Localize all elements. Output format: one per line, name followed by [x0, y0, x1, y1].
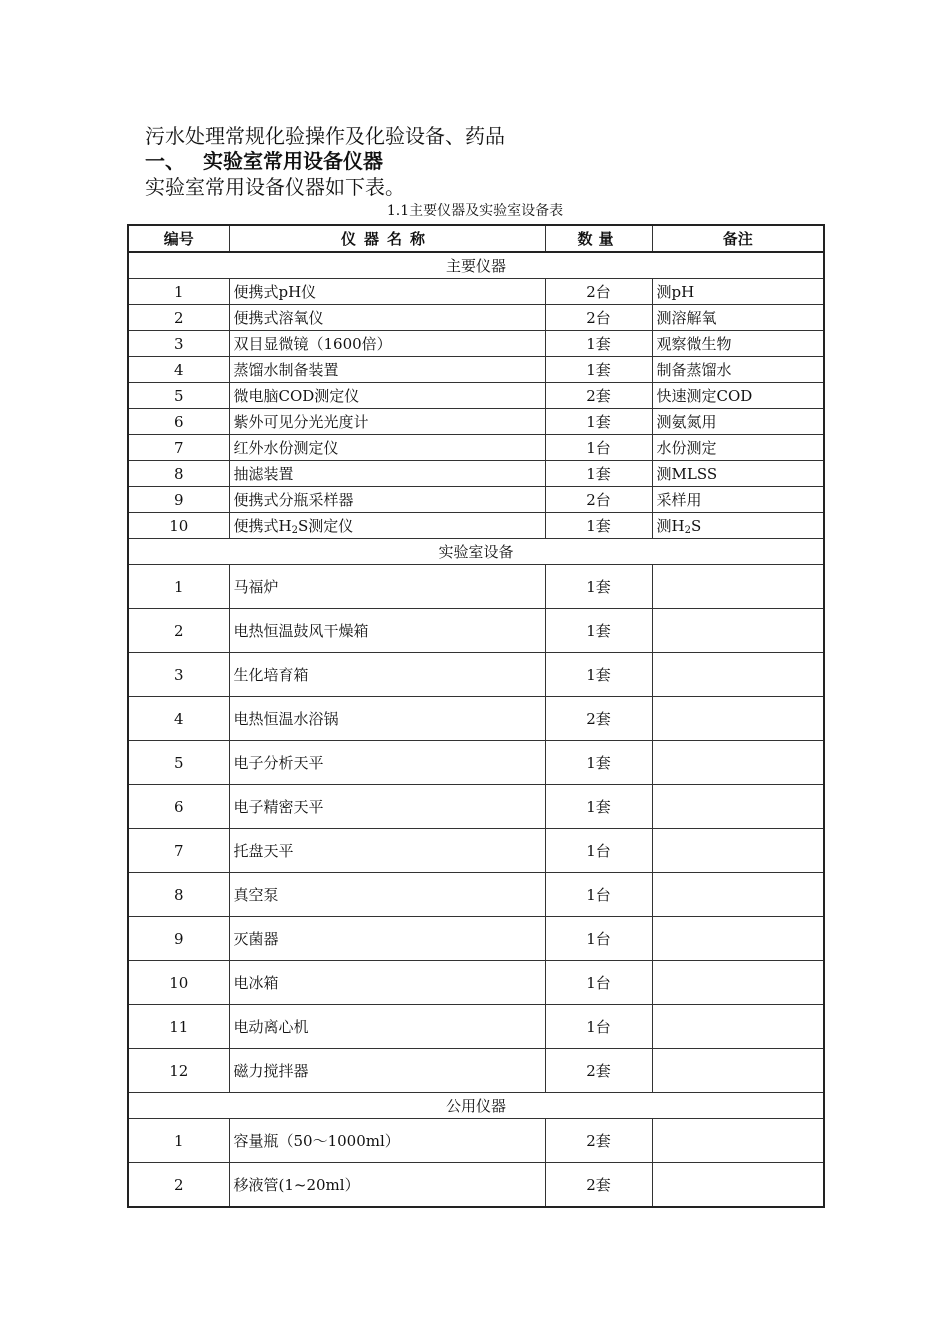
table-row: [128, 383, 824, 409]
cell-qty: 2套: [545, 697, 652, 741]
header-qty-text: 数量: [577, 230, 620, 248]
cell-qty: 1台: [545, 829, 652, 873]
cell-no: 8: [128, 873, 229, 917]
cell-note: [652, 741, 824, 785]
cell-no: 2: [128, 305, 229, 331]
cell-no: 11: [128, 1005, 229, 1049]
cell-qty: 1套: [545, 741, 652, 785]
cell-note: 测溶解氧: [652, 305, 824, 331]
cell-name: 红外水份测定仪: [229, 435, 545, 461]
cell-qty: 2套: [545, 1163, 652, 1208]
cell-note: [652, 609, 824, 653]
cell-no: 10: [128, 513, 229, 539]
cell-no: 1: [128, 1119, 229, 1163]
section-number: 一、: [145, 149, 185, 173]
cell-qty: 1套: [545, 785, 652, 829]
cell-qty: 2台: [545, 487, 652, 513]
cell-qty: 1台: [545, 873, 652, 917]
cell-note: [652, 1163, 824, 1208]
table-row: [128, 1163, 824, 1208]
cell-note: [652, 873, 824, 917]
table-row: [128, 487, 824, 513]
cell-note: 观察微生物: [652, 331, 824, 357]
cell-name: 托盘天平: [229, 829, 545, 873]
cell-no: 8: [128, 461, 229, 487]
table-row: [128, 741, 824, 785]
table-caption: 1.1主要仪器及实验室设备表: [386, 203, 564, 219]
table-header-row: [128, 225, 824, 252]
cell-note: [652, 961, 824, 1005]
cell-name: 灭菌器: [229, 917, 545, 961]
subscript: 2: [291, 525, 298, 536]
cell-note: [652, 1119, 824, 1163]
cell-name: 便携式溶氧仪: [229, 305, 545, 331]
header-qty: [545, 225, 652, 252]
cell-qty: 1台: [545, 961, 652, 1005]
table-row: [128, 461, 824, 487]
cell-note: [652, 513, 824, 539]
cell-no: 2: [128, 1163, 229, 1208]
table-row: [128, 331, 824, 357]
intro-paragraph: 实验室常用设备仪器如下表。: [145, 175, 405, 199]
cell-no: 5: [128, 741, 229, 785]
table-row: [128, 565, 824, 609]
table-row: [128, 653, 824, 697]
table-row: [128, 435, 824, 461]
cell-qty: 1套: [545, 565, 652, 609]
section-row: [128, 252, 824, 279]
cell-name: 真空泵: [229, 873, 545, 917]
cell-qty: 1套: [545, 331, 652, 357]
cell-note: 快速测定COD: [652, 383, 824, 409]
cell-note: [652, 1005, 824, 1049]
cell-note: 制备蒸馏水: [652, 357, 824, 383]
table-row: [128, 961, 824, 1005]
cell-note: 采样用: [652, 487, 824, 513]
name-text: S测定仪: [297, 517, 354, 535]
section-row: [128, 1093, 824, 1119]
cell-note: [652, 653, 824, 697]
table-row: [128, 873, 824, 917]
table-row: [128, 1005, 824, 1049]
section-title-cell: 主要仪器: [128, 252, 824, 279]
cell-name: 紫外可见分光光度计: [229, 409, 545, 435]
table-row: [128, 1049, 824, 1093]
cell-no: 5: [128, 383, 229, 409]
cell-qty: 2套: [545, 383, 652, 409]
cell-name: 双目显微镜（1600倍）: [229, 331, 545, 357]
cell-name: 电动离心机: [229, 1005, 545, 1049]
table-row: [128, 609, 824, 653]
cell-note: 测MLSS: [652, 461, 824, 487]
section-title-cell: 公用仪器: [128, 1093, 824, 1119]
cell-name: 马福炉: [229, 565, 545, 609]
cell-qty: 1套: [545, 609, 652, 653]
cell-qty: 2套: [545, 1049, 652, 1093]
cell-name: 抽滤装置: [229, 461, 545, 487]
table-row: [128, 279, 824, 305]
cell-no: 4: [128, 357, 229, 383]
cell-name: 微电脑COD测定仪: [229, 383, 545, 409]
cell-qty: 2套: [545, 1119, 652, 1163]
cell-name: 便携式pH仪: [229, 279, 545, 305]
cell-name: 便携式分瓶采样器: [229, 487, 545, 513]
section-row: [128, 539, 824, 565]
cell-note: [652, 829, 824, 873]
table-row: [128, 357, 824, 383]
subscript: 2: [684, 525, 691, 536]
cell-no: 3: [128, 653, 229, 697]
cell-no: 4: [128, 697, 229, 741]
table-row: [128, 829, 824, 873]
cell-note: [652, 917, 824, 961]
note-text: S: [690, 517, 702, 535]
cell-note: [652, 1049, 824, 1093]
cell-no: 6: [128, 785, 229, 829]
cell-qty: 1台: [545, 1005, 652, 1049]
cell-qty: 1套: [545, 357, 652, 383]
equipment-table: [127, 224, 825, 1208]
table-row: [128, 785, 824, 829]
cell-name: 电热恒温水浴锅: [229, 697, 545, 741]
header-name: [229, 225, 545, 252]
header-no: 编号: [128, 225, 229, 252]
cell-name: 电子精密天平: [229, 785, 545, 829]
cell-name: 电热恒温鼓风干燥箱: [229, 609, 545, 653]
header-note: 备注: [652, 225, 824, 252]
cell-qty: 2台: [545, 279, 652, 305]
cell-no: 1: [128, 279, 229, 305]
cell-qty: 2台: [545, 305, 652, 331]
table-row: [128, 305, 824, 331]
cell-name: 电冰箱: [229, 961, 545, 1005]
cell-no: 10: [128, 961, 229, 1005]
section-heading: [145, 149, 383, 173]
cell-note: 测氨氮用: [652, 409, 824, 435]
cell-no: 7: [128, 435, 229, 461]
cell-qty: 1套: [545, 513, 652, 539]
cell-note: [652, 565, 824, 609]
name-text: 便携式H: [233, 517, 292, 535]
cell-qty: 1台: [545, 917, 652, 961]
cell-qty: 1套: [545, 461, 652, 487]
table-row: [128, 409, 824, 435]
cell-no: 7: [128, 829, 229, 873]
cell-note: 测pH: [652, 279, 824, 305]
cell-name: 生化培育箱: [229, 653, 545, 697]
table-row: [128, 917, 824, 961]
section-title-cell: 实验室设备: [128, 539, 824, 565]
cell-name: 磁力搅拌器: [229, 1049, 545, 1093]
cell-no: 12: [128, 1049, 229, 1093]
table-row: [128, 513, 824, 539]
cell-no: 2: [128, 609, 229, 653]
cell-name: [229, 513, 545, 539]
cell-note: 水份测定: [652, 435, 824, 461]
cell-name: 移液管(1~20ml）: [229, 1163, 545, 1208]
cell-no: 9: [128, 487, 229, 513]
cell-qty: 1套: [545, 409, 652, 435]
cell-no: 6: [128, 409, 229, 435]
cell-qty: 1套: [545, 653, 652, 697]
cell-no: 9: [128, 917, 229, 961]
cell-no: 1: [128, 565, 229, 609]
cell-note: [652, 785, 824, 829]
cell-note: [652, 697, 824, 741]
cell-qty: 1台: [545, 435, 652, 461]
document-title: 污水处理常规化验操作及化验设备、药品: [145, 124, 505, 148]
cell-name: 电子分析天平: [229, 741, 545, 785]
table-row: [128, 697, 824, 741]
note-text: 测H: [656, 517, 685, 535]
header-name-text: 仪器名称: [340, 230, 433, 248]
cell-name: 容量瓶（50～1000ml）: [229, 1119, 545, 1163]
section-title: 实验室常用设备仪器: [203, 149, 383, 173]
cell-no: 3: [128, 331, 229, 357]
table-row: [128, 1119, 824, 1163]
cell-name: 蒸馏水制备装置: [229, 357, 545, 383]
